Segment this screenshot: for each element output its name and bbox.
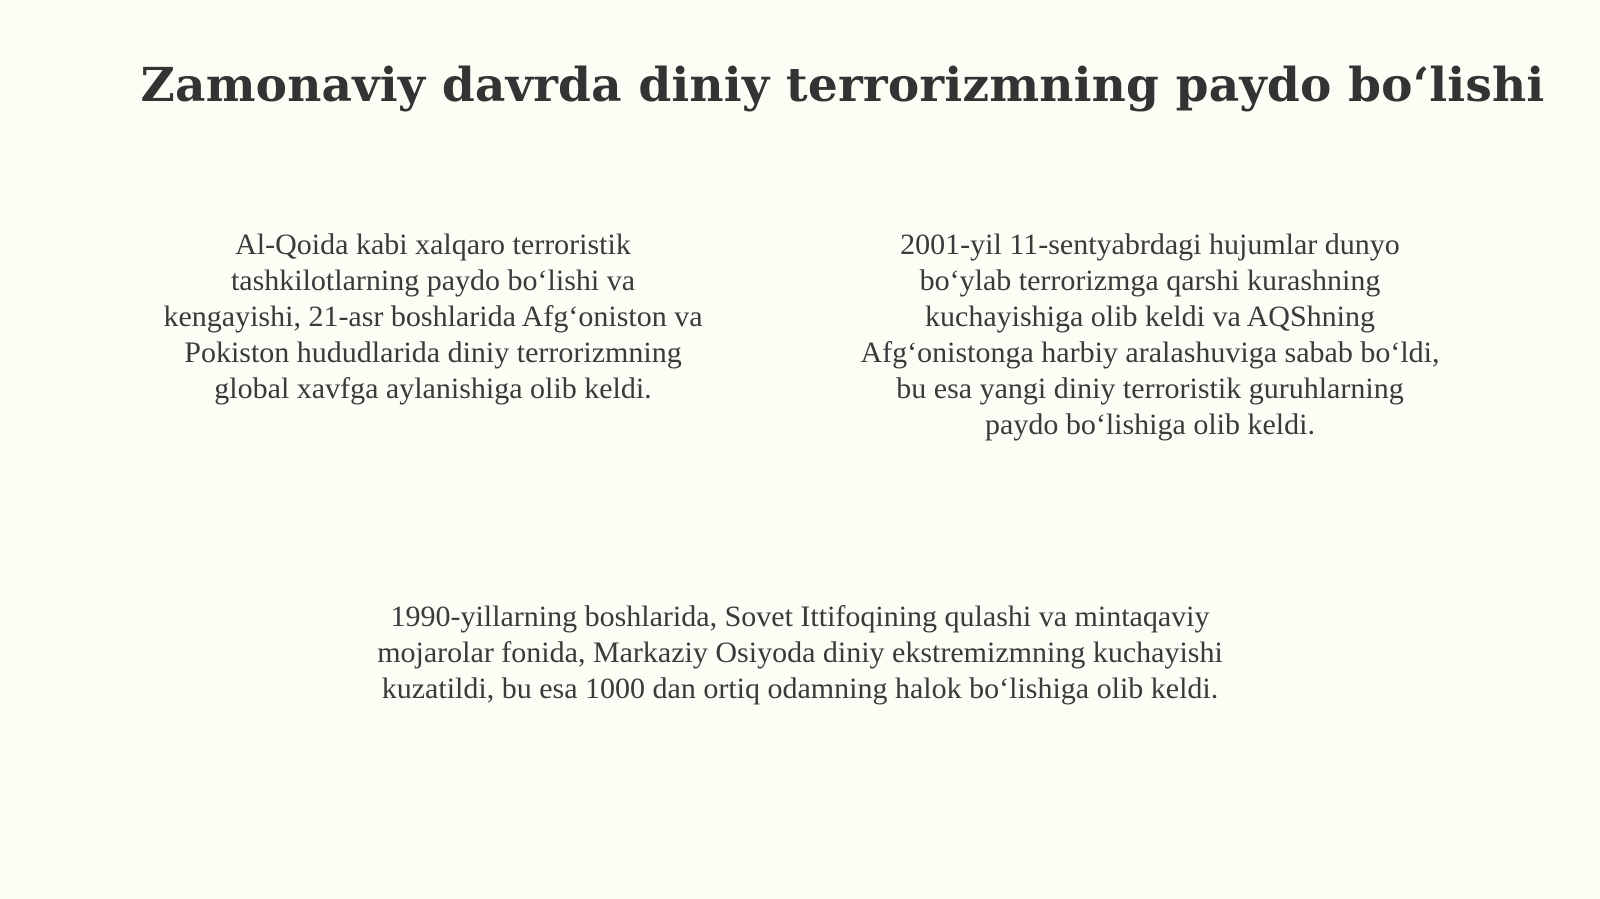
- paragraph-1990s: [250, 599, 1350, 707]
- paragraph-line: tashkilotlarning paydo bo‘lishi va: [230, 264, 636, 297]
- paragraph-line: kengayishi, 21-asr boshlarida Afg‘oniston va: [163, 300, 703, 333]
- paragraph-line: Al-Qoida kabi xalqaro terroristik: [235, 228, 631, 261]
- paragraph-al-qoida: [108, 227, 758, 407]
- paragraph-line: Pokiston hududlarida diniy terrorizmning: [184, 336, 682, 369]
- paragraph-september-11: [800, 227, 1500, 443]
- paragraph-line: Afg‘onistonga harbiy aralashuviga sabab bo‘ldi,: [860, 336, 1440, 369]
- paragraph-line: kuchayishiga olib keldi va AQShning: [925, 300, 1375, 333]
- slide-title: Zamonaviy davrda diniy terrorizmning paydo bo‘lishi: [140, 58, 1545, 113]
- paragraph-line: kuzatildi, bu esa 1000 dan ortiq odamning halok bo‘lishiga olib keldi.: [381, 672, 1219, 705]
- paragraph-line: bu esa yangi diniy terroristik guruhlarning: [896, 372, 1404, 405]
- paragraph-line: mojarolar fonida, Markaziy Osiyoda diniy ekstremizmning kuchayishi: [377, 636, 1223, 669]
- paragraph-line: 1990-yillarning boshlarida, Sovet Ittifoqining qulashi va mintaqaviy: [390, 600, 1210, 633]
- paragraph-line: 2001-yil 11-sentyabrdagi hujumlar dunyo: [900, 228, 1400, 261]
- paragraph-line: global xavfga aylanishiga olib keldi.: [214, 372, 652, 405]
- paragraph-line: paydo bo‘lishiga olib keldi.: [985, 408, 1315, 441]
- paragraph-line: bo‘ylab terrorizmga qarshi kurashning: [919, 264, 1381, 297]
